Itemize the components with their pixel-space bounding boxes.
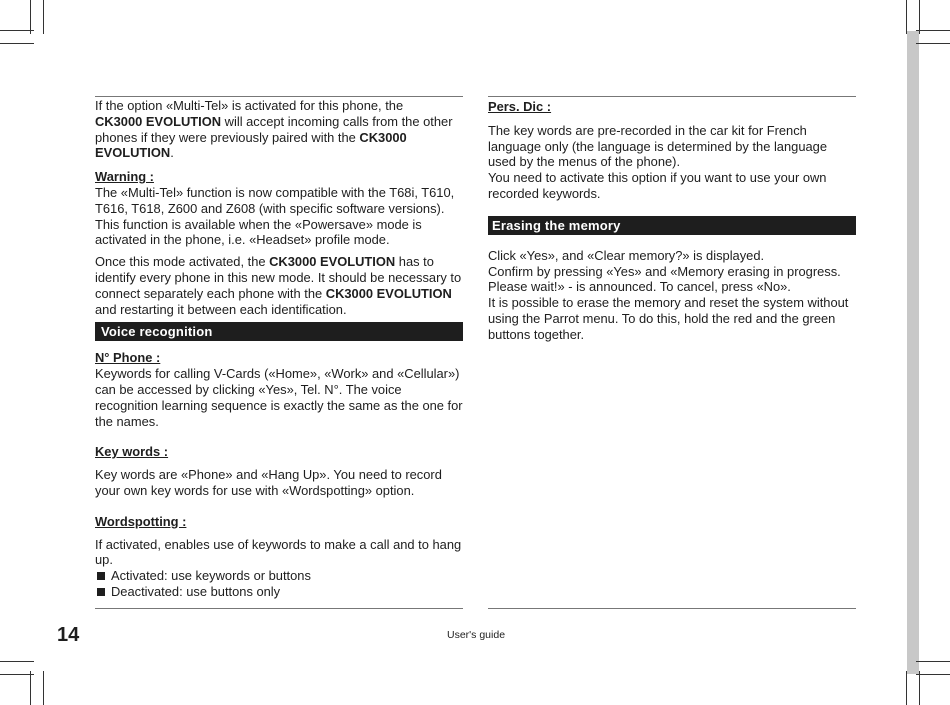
left-column	[95, 96, 463, 600]
footer-title: User's guide	[447, 629, 506, 641]
crop-mark	[0, 674, 34, 675]
product-name: CK3000 EVOLUTION	[95, 129, 407, 161]
crop-mark	[919, 671, 920, 705]
crop-mark	[916, 674, 950, 675]
erase-step-1: Click «Yes», and «Clear memory?» is displayed.	[488, 247, 765, 263]
product-name: CK3000 EVOLUTION	[269, 254, 396, 270]
erasing-memory-section-bar: Erasing the memory	[488, 216, 856, 235]
page-number: 14	[57, 624, 80, 646]
list-item: Activated: use keywords or buttons	[95, 568, 463, 584]
product-name: CK3000 EVOLUTION	[325, 285, 452, 301]
list-item: Deactivated: use buttons only	[95, 584, 463, 600]
crop-mark	[919, 0, 920, 34]
key-words-text: Key words are «Phone» and «Hang Up». You need to record your own key words for use with «Wordspotting» option.	[95, 467, 442, 498]
voice-recognition-section-bar: Voice recognition	[95, 322, 463, 341]
page-edge-strip	[907, 31, 919, 674]
pers-dic-text: The key words are pre-recorded in the car kit for French language only (the language is determined by the language used by the menus of the phone).	[488, 122, 827, 170]
left-bottom-rule	[95, 608, 463, 609]
crop-mark	[30, 0, 31, 34]
crop-mark	[916, 661, 950, 662]
erase-step-2: Confirm by pressing «Yes» and «Memory erasing in progress. Please wait!» - is announced. To cancel, press «No».	[488, 263, 841, 295]
erase-reset-note: It is possible to erase the memory and reset the system without using the Parrot menu. To do this, hold the red and the green buttons together.	[488, 295, 849, 342]
warning-text: The «Multi-Tel» function is now compatible with the T68i, T610, T616, T618, Z600 and Z608 (with specific software versions). This function is available when the «Powersave» mode is activated in the phone, i.e. «Headset» profile mode.	[95, 184, 455, 248]
crop-mark	[43, 0, 44, 34]
crop-mark	[916, 30, 950, 31]
product-name: CK3000 EVOLUTION	[95, 113, 222, 129]
square-bullet-icon	[97, 572, 105, 580]
wordspotting-heading: Wordspotting :	[95, 513, 187, 529]
crop-mark	[43, 671, 44, 705]
pers-dic-note: You need to activate this option if you want to use your own recorded keywords.	[488, 170, 827, 201]
crop-mark	[916, 43, 950, 44]
phone-number-heading: N° Phone :	[95, 350, 161, 366]
right-column	[488, 96, 856, 343]
crop-mark	[906, 671, 907, 705]
phone-number-text: Keywords for calling V-Cards («Home», «Work» and «Cellular») can be accessed by clicking «Yes», Tel. N°. The voice recognition learning sequence is exactly the same as the one for the names.	[95, 366, 463, 429]
once-activated-text: Once this mode activated, the CK3000 EVOLUTION has to identify every phone in this new mode. It should be necessary to connect separately each phone with the CK3000 EVOLUTION and restarting it between each identification.	[95, 254, 462, 317]
key-words-heading: Key words :	[95, 444, 169, 460]
warning-heading: Warning :	[95, 169, 154, 185]
wordspotting-text: If activated, enables use of keywords to make a call and to hang up.	[95, 536, 462, 568]
multi-tel-intro: If the option «Multi-Tel» is activated for this phone, the CK3000 EVOLUTION will accept incoming calls from the other phones if they were previously paired with the CK3000 EVOLUTION.	[95, 98, 453, 161]
crop-mark	[906, 0, 907, 34]
crop-mark	[0, 30, 34, 31]
crop-mark	[0, 661, 34, 662]
crop-mark	[0, 43, 34, 44]
pers-dic-heading: Pers. Dic :	[488, 99, 552, 114]
crop-mark	[30, 671, 31, 705]
square-bullet-icon	[97, 588, 105, 596]
right-bottom-rule	[488, 608, 856, 609]
